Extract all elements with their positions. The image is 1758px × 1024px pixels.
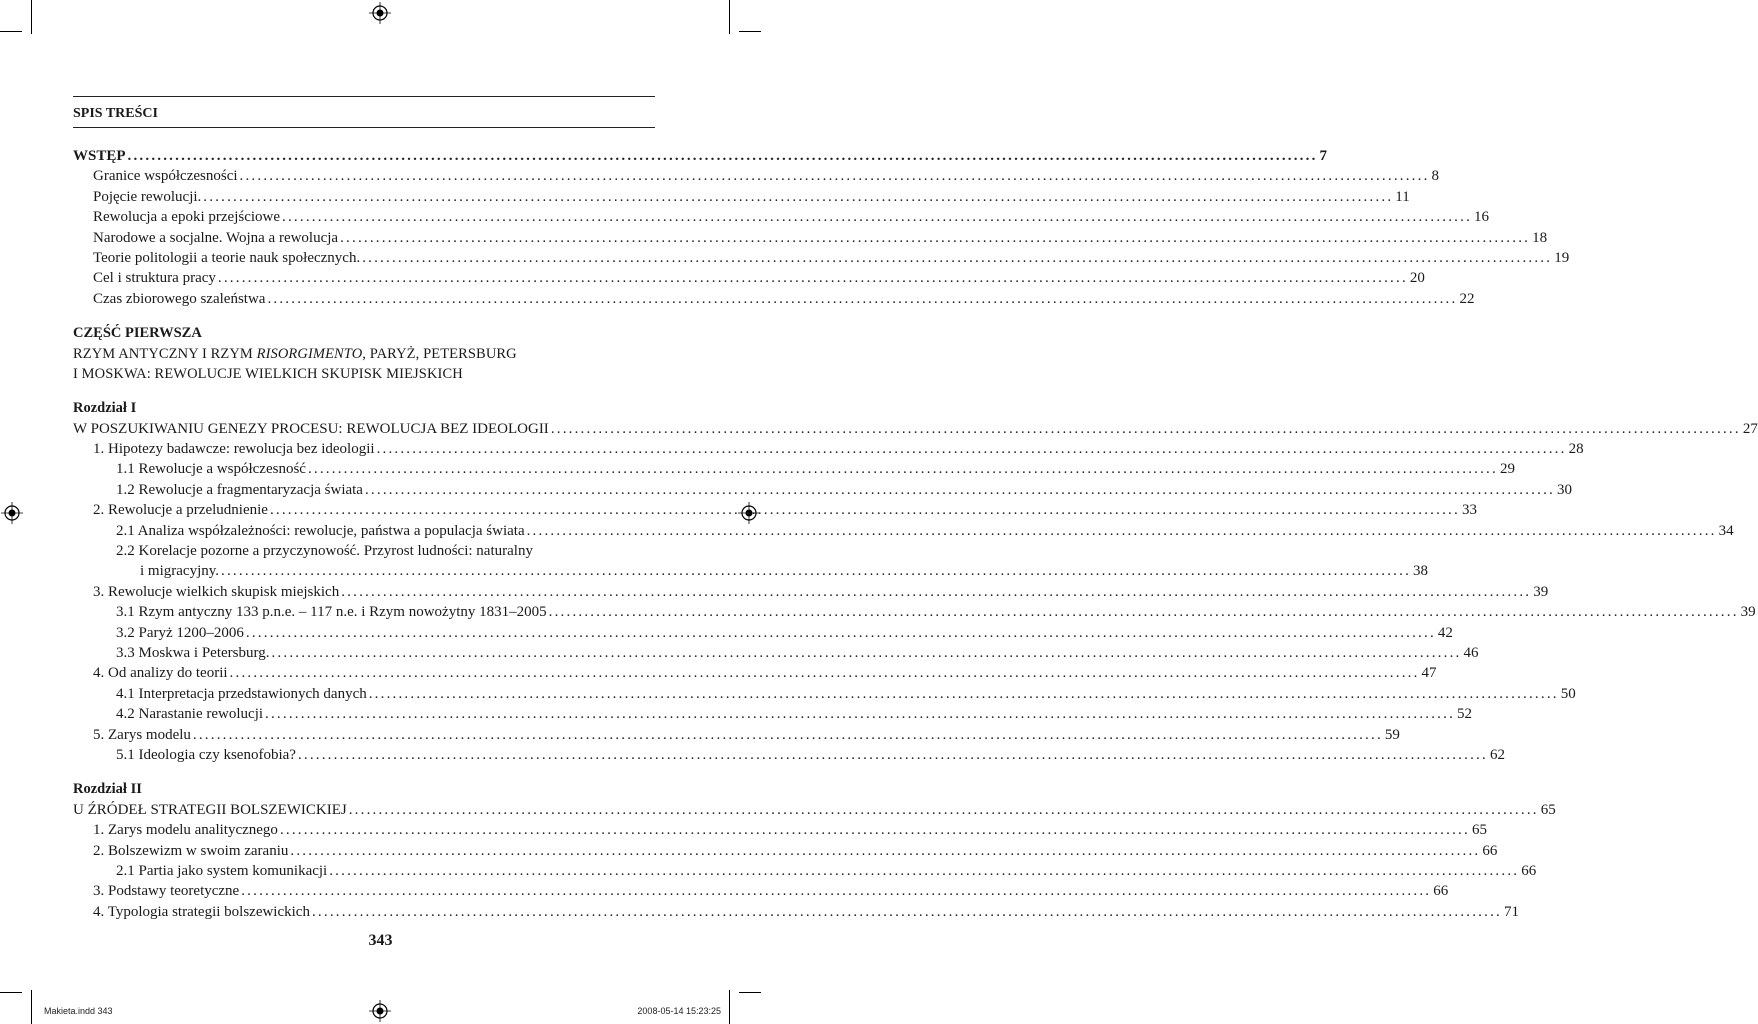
- leader-dots: ........................................................................................................................................................................................................: [341, 583, 1532, 600]
- chapter2-list: [73, 820, 1537, 922]
- toc-entry: 2. Bolszewizm w swoim zaraniu ........................................................................................................................................................................................................ 66: [73, 841, 655, 861]
- toc-entry: i migracyjny. ........................................................................................................................................................................................................ 38: [73, 561, 655, 581]
- toc-entry: Czas zbiorowego szaleństwa ........................................................................................................................................................................................................ 22: [73, 289, 655, 309]
- crop-mark: [729, 0, 730, 34]
- chapter-label: Rozdział II: [73, 781, 142, 798]
- leader-dots: ........................................................................................................................................................................................................: [348, 801, 1539, 818]
- leader-dots: ........................................................................................................................................................................................................: [290, 842, 1481, 859]
- toc-entry: 5.1 Ideologia czy ksenofobia? ........................................................................................................................................................................................................ 62: [73, 745, 655, 765]
- registration-mark-icon: [1, 502, 23, 524]
- toc-page: [73, 96, 1758, 922]
- intro-list: [73, 166, 1570, 309]
- toc-entry: 2. Rewolucje a przeludnienie ........................................................................................................................................................................................................ 33: [73, 500, 655, 520]
- leader-dots: ........................................................................................................................................................................................................: [329, 862, 1520, 879]
- part-title: RZYM ANTYCZNY I RZYM RISORGIMENTO, PARYŻ, PETERSBURG: [73, 345, 517, 362]
- leader-dots: ........................................................................................................................................................................................................: [526, 522, 1717, 539]
- leader-dots: ........................................................................................................................................................................................................: [241, 883, 1432, 900]
- toc-entry: 3.3 Moskwa i Petersburg. ........................................................................................................................................................................................................ 46: [73, 643, 655, 663]
- leader-dots: ........................................................................................................................................................................................................: [550, 420, 1741, 437]
- registration-mark-icon: [369, 2, 391, 24]
- toc-entry: 3.2 Paryż 1200–2006 ........................................................................................................................................................................................................ 42: [73, 623, 655, 643]
- toc-title: SPIS TREŚCI: [73, 106, 158, 121]
- chapter-title-entry: U ŹRÓDEŁ STRATEGII BOLSZEWICKIEJ ........................................................................................................................................................................................................ 65: [73, 800, 655, 820]
- leader-dots: ........................................................................................................................................................................................................: [282, 209, 1473, 226]
- toc-entry: Teorie politologii a teorie nauk społecznych. ........................................................................................................................................................................................................ 19: [73, 248, 655, 268]
- toc-entry: 1.1 Rewolucje a współczesność ........................................................................................................................................................................................................ 29: [73, 459, 655, 479]
- leader-dots: ........................................................................................................................................................................................................: [376, 441, 1567, 458]
- chapter-title-entry: W POSZUKIWANIU GENEZY PROCESU: REWOLUCJA BEZ IDEOLOGII ........................................................................................................................................................................................................ 27: [73, 419, 655, 439]
- leader-dots: ........................................................................................................................................................................................................: [203, 188, 1394, 205]
- toc-entry: 2.2 Korelacje pozorne a przyczynowość. Przyrost ludności: naturalny: [116, 543, 533, 560]
- crop-mark: [31, 0, 32, 34]
- leader-dots: ........................................................................................................................................................................................................: [239, 168, 1430, 185]
- leader-dots: ........................................................................................................................................................................................................: [217, 270, 1408, 287]
- toc-entry: 1. Hipotezy badawcze: rewolucja bez ideologii ........................................................................................................................................................................................................ 28: [73, 439, 655, 459]
- part-label: CZĘŚĆ PIERWSZA: [73, 325, 202, 342]
- leader-dots: ........................................................................................................................................................................................................: [127, 148, 1318, 164]
- toc-entry: 4. Od analizy do teorii ........................................................................................................................................................................................................ 47: [73, 663, 655, 683]
- leader-dots: ........................................................................................................................................................................................................: [311, 903, 1502, 920]
- part-title-line2: I MOSKWA: REWOLUCJE WIELKICH SKUPISK MIEJSKICH: [73, 365, 463, 382]
- toc-entry: 3. Rewolucje wielkich skupisk miejskich ........................................................................................................................................................................................................ 39: [73, 582, 655, 602]
- leader-dots: ........................................................................................................................................................................................................: [297, 746, 1488, 763]
- toc-entry: 3. Podstawy teoretyczne ........................................................................................................................................................................................................ 66: [73, 881, 655, 901]
- leader-dots: ........................................................................................................................................................................................................: [279, 822, 1470, 839]
- toc-entry: 3.1 Rzym antyczny 133 p.n.e. – 117 n.e. i Rzym nowożytny 1831–2005 ........................................................................................................................................................................................................ 39: [73, 602, 655, 622]
- footer-timestamp: 2008-05-14 15:23:25: [637, 1006, 721, 1016]
- leader-dots: ........................................................................................................................................................................................................: [269, 502, 1460, 519]
- leader-dots: ........................................................................................................................................................................................................: [368, 685, 1559, 702]
- toc-entry: Granice współczesności ........................................................................................................................................................................................................ 8: [73, 166, 655, 186]
- leader-dots: ........................................................................................................................................................................................................: [265, 706, 1456, 723]
- toc-entry: 4. Typologia strategii bolszewickich ........................................................................................................................................................................................................ 71: [73, 902, 655, 922]
- crop-mark: [0, 31, 22, 32]
- toc-entry: 1. Zarys modelu analitycznego ........................................................................................................................................................................................................ 65: [73, 820, 655, 840]
- crop-mark: [31, 990, 32, 1024]
- toc-entry: 4.1 Interpretacja przedstawionych danych ........................................................................................................................................................................................................ 50: [73, 684, 655, 704]
- toc-entry: 2.1 Analiza współzależności: rewolucje, państwa a populacja świata ........................................................................................................................................................................................................ 34: [73, 521, 655, 541]
- toc-entry: Narodowe a socjalne. Wojna a rewolucja ........................................................................................................................................................................................................ 18: [73, 228, 655, 248]
- leader-dots: ........................................................................................................................................................................................................: [221, 563, 1412, 580]
- toc-entry: 2.1 Partia jako system komunikacji ........................................................................................................................................................................................................ 66: [73, 861, 655, 881]
- registration-mark-icon: [369, 1000, 391, 1022]
- leader-dots: ........................................................................................................................................................................................................: [271, 644, 1462, 661]
- toc-entry: Pojęcie rewolucji. ........................................................................................................................................................................................................ 11: [73, 187, 655, 207]
- toc-entry: 4.2 Narastanie rewolucji ........................................................................................................................................................................................................ 52: [73, 704, 655, 724]
- leader-dots: ........................................................................................................................................................................................................: [364, 481, 1555, 498]
- toc-entry: 5. Zarys modelu ........................................................................................................................................................................................................ 59: [73, 725, 655, 745]
- crop-mark: [0, 992, 22, 993]
- leader-dots: ........................................................................................................................................................................................................: [307, 461, 1498, 478]
- leader-dots: ........................................................................................................................................................................................................: [229, 665, 1420, 682]
- crop-mark: [739, 992, 761, 993]
- toc-entries: [73, 146, 1758, 922]
- leader-dots: ........................................................................................................................................................................................................: [267, 290, 1458, 307]
- leader-dots: ........................................................................................................................................................................................................: [245, 624, 1436, 641]
- leader-dots: ........................................................................................................................................................................................................: [362, 249, 1553, 266]
- leader-dots: ........................................................................................................................................................................................................: [548, 604, 1739, 621]
- toc-entry: 1.2 Rewolucje a fragmentaryzacja świata ........................................................................................................................................................................................................ 30: [73, 480, 655, 500]
- chapter-label: Rozdział I: [73, 400, 137, 417]
- toc-entry-heading: WSTĘP ........................................................................................................................................................................................................ 7: [73, 146, 655, 166]
- crop-mark: [729, 990, 730, 1024]
- leader-dots: ........................................................................................................................................................................................................: [192, 726, 1383, 743]
- leader-dots: ........................................................................................................................................................................................................: [340, 229, 1531, 246]
- title-rule: [73, 127, 655, 128]
- footer-file-info: Makieta.indd 343: [44, 1006, 113, 1016]
- toc-entry: Rewolucja a epoki przejściowe ........................................................................................................................................................................................................ 16: [73, 207, 655, 227]
- chapter1-list: [73, 439, 1756, 765]
- crop-mark: [739, 31, 761, 32]
- toc-entry: Cel i struktura pracy ........................................................................................................................................................................................................ 20: [73, 268, 655, 288]
- page-number: 343: [368, 932, 393, 949]
